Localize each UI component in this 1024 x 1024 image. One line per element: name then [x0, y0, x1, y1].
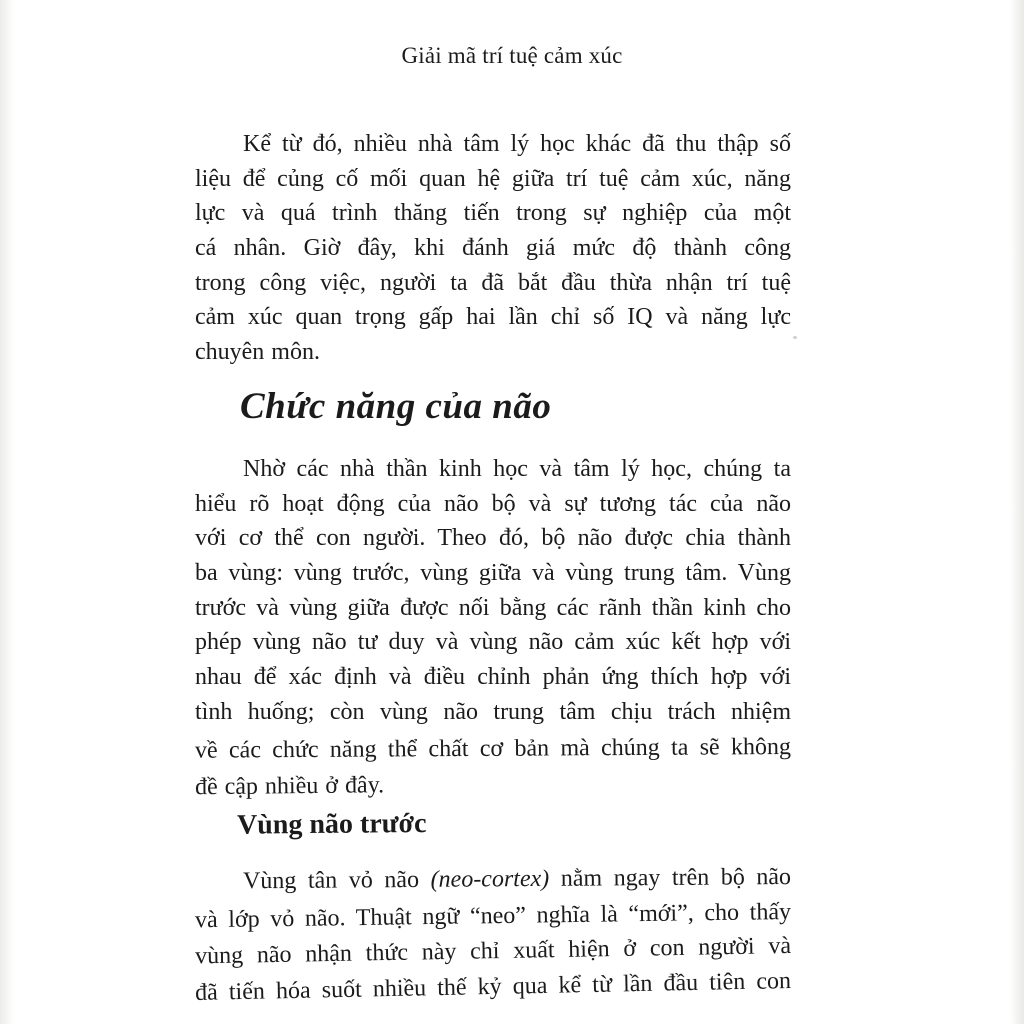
- italic-term: (neo-cortex): [430, 865, 550, 893]
- text-line: về các chức năng thể chất cơ bản mà chúng ta sẽ không: [194, 733, 792, 764]
- text-line: và lớp vỏ não. Thuật ngữ “neo” nghĩa là “mới”, cho thấy: [194, 898, 792, 934]
- text-line: phép vùng não tư duy và vùng não cảm xúc kết hợp với: [195, 629, 791, 656]
- text-line: Kể từ đó, nhiều nhà tâm lý học khác đã thu thập số: [243, 131, 791, 157]
- text-line: lực và quá trình thăng tiến trong sự nghiệp của một: [195, 200, 791, 227]
- paragraph-neocortex: [194, 860, 792, 1007]
- text-line: trong công việc, người ta đã bắt đầu thừa nhận trí tuệ: [195, 269, 791, 296]
- text-line: ba vùng: vùng trước, vùng giữa và vùng trung tâm. Vùng: [195, 560, 791, 587]
- text-segment: Vùng tân vỏ não: [242, 866, 431, 895]
- text-segment: nằm ngay trên bộ não: [549, 864, 792, 892]
- page-edge-shadow-left: [0, 0, 14, 1024]
- text-line: đề cập nhiều ở đây.: [194, 772, 385, 801]
- text-line: cảm xúc quan trọng gấp hai lần chỉ số IQ và năng lực: [195, 304, 791, 331]
- paragraph-iq-vs-eq: [195, 127, 791, 370]
- text-line: với cơ thể con người. Theo đó, bộ não được chia thành: [195, 525, 791, 552]
- page-edge-shadow-right: [1010, 0, 1024, 1024]
- text-line: hiểu rõ hoạt động của não bộ và sự tương tác của não: [195, 490, 791, 517]
- running-header: Giải mã trí tuệ cảm xúc: [401, 43, 623, 68]
- section-heading: Chức năng của não: [240, 386, 552, 427]
- text-line: nhau để xác định và điều chỉnh phản ứng thích hợp với: [195, 664, 791, 691]
- text-line: tình huống; còn vùng não trung tâm chịu trách nhiệm: [195, 698, 791, 725]
- paragraph-brain-regions: [195, 452, 791, 799]
- text-line: trước và vùng giữa được nối bằng các rãnh thần kinh cho: [195, 594, 791, 621]
- scan-speck: [793, 336, 797, 339]
- text-line: [195, 860, 791, 899]
- text-line: Nhờ các nhà thần kinh học và tâm lý học, chúng ta: [243, 456, 791, 482]
- text-line: cá nhân. Giờ đây, khi đánh giá mức độ thành công: [195, 235, 791, 262]
- text-line: chuyên môn.: [195, 339, 320, 366]
- subsection-heading: Vùng não trước: [236, 808, 427, 841]
- text-line: vùng não nhận thức này chỉ xuất hiện ở con người và: [194, 933, 792, 970]
- text-line: liệu để củng cố mối quan hệ giữa trí tuệ cảm xúc, năng: [195, 165, 791, 192]
- text-line: đã tiến hóa suốt nhiều thế kỷ qua kể từ lần đầu tiên con: [194, 968, 792, 1007]
